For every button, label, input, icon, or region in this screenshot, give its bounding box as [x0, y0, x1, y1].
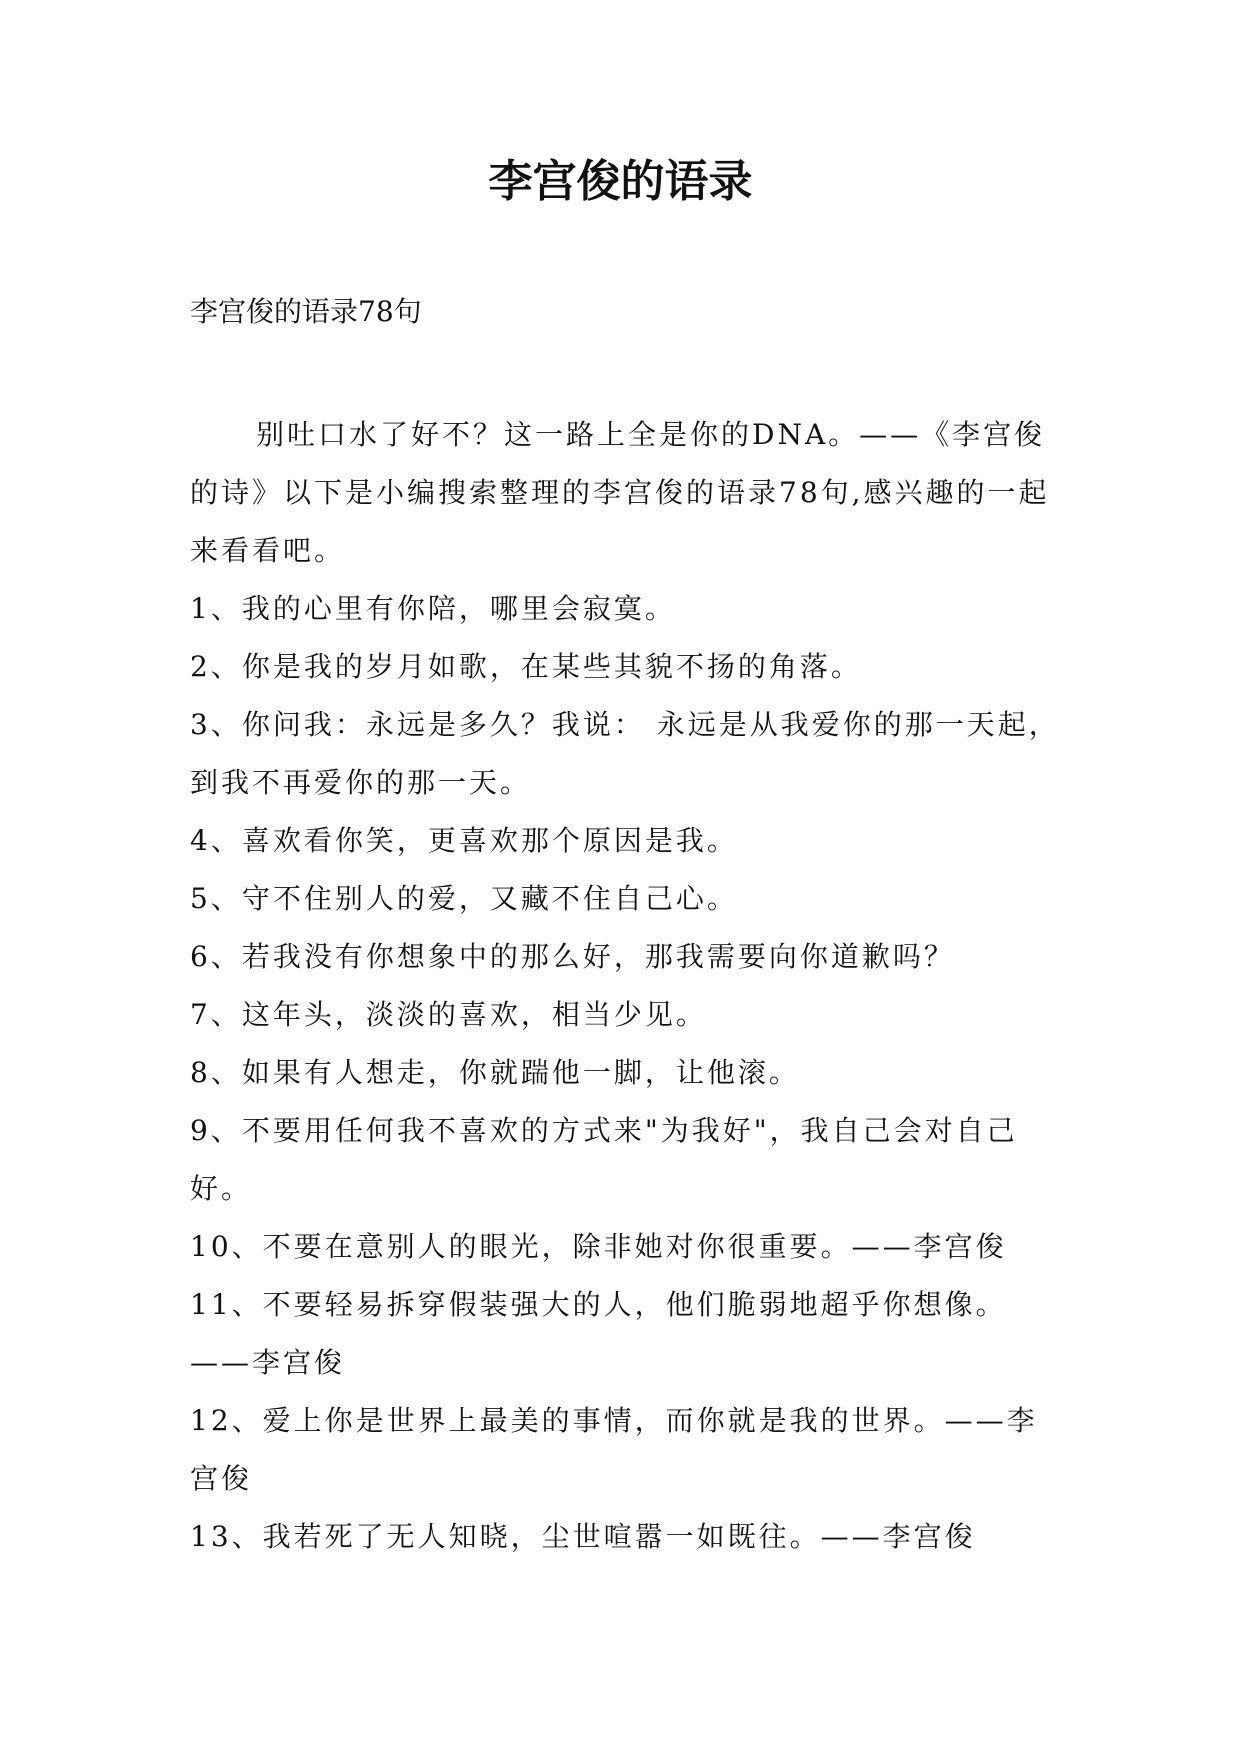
- quote-item: 5、守不住别人的爱，又藏不住自己心。: [190, 882, 738, 915]
- quote-item: 8、如果有人想走，你就踹他一脚，让他滚。: [190, 1056, 800, 1089]
- quote-item: 10、不要在意别人的眼光，除非她对你很重要。——李宫俊: [190, 1230, 1007, 1263]
- quote-item: 7、这年头，淡淡的喜欢，相当少见。: [190, 998, 707, 1031]
- document-title: 李宫俊的语录: [488, 156, 753, 207]
- document-body: [190, 406, 1060, 1566]
- quote-item: 6、若我没有你想象中的那么好，那我需要向你道歉吗？: [190, 940, 955, 973]
- document-subtitle: 李宫俊的语录78句: [190, 295, 422, 328]
- quote-item: 12、爱上你是世界上最美的事情，而你就是我的世界。——李宫俊: [190, 1404, 1038, 1495]
- quote-item: 9、不要用任何我不喜欢的方式来"为我好"，我自己会对自己好。: [190, 1114, 1018, 1205]
- quote-item: 3、你问我：永远是多久？我说： 永远是从我爱你的那一天起，到我不再爱你的那一天。: [190, 708, 1060, 799]
- quote-item: 2、你是我的岁月如歌，在某些其貌不扬的角落。: [190, 650, 862, 683]
- quote-item: 11、不要轻易拆穿假装强大的人，他们脆弱地超乎你想像。——李宫俊: [190, 1288, 1007, 1379]
- quote-item: 1、我的心里有你陪，哪里会寂寞。: [190, 592, 676, 625]
- quote-item: 13、我若死了无人知晓，尘世喧嚣一如既往。——李宫俊: [190, 1520, 976, 1553]
- quote-item: 4、喜欢看你笑，更喜欢那个原因是我。: [190, 824, 738, 857]
- intro-paragraph: 别吐口水了好不？这一路上全是你的DNA。——《李宫俊的诗》以下是小编搜索整理的李宫俊的语录78句,感兴趣的一起来看看吧。: [190, 418, 1050, 567]
